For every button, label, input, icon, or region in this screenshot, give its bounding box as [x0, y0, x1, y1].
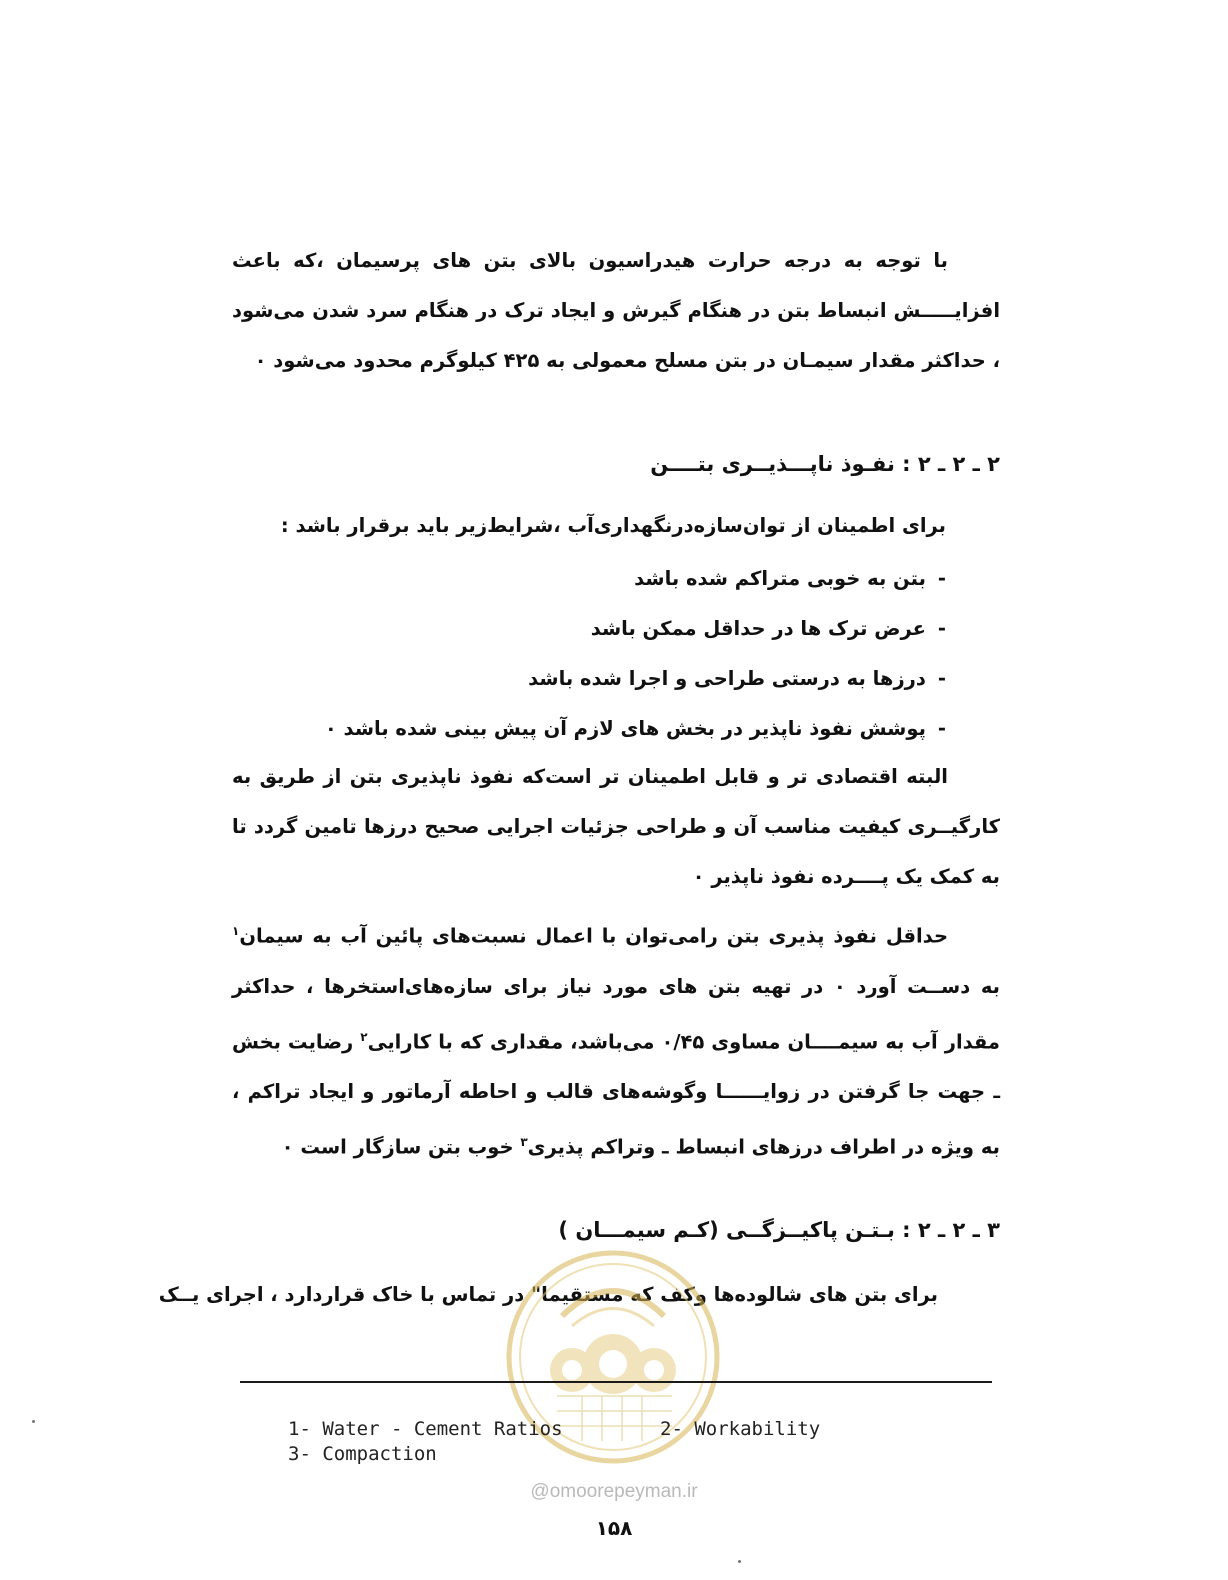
footnote-ref-2: ۲	[360, 1029, 368, 1044]
footnote-ref-1: ۱	[232, 924, 240, 938]
bullet-text: درزها به درستی طراحی و اجرا شده باشد	[528, 667, 926, 690]
bullet-dash: -	[937, 667, 946, 690]
paragraph-foundations: برای بتن های شالوده‌ها وکف که مستقیما" در تماس با خاک قراردارد ، اجرای یــک	[158, 1283, 938, 1306]
bullet-text: بتن به خوبی متراکم شده باشد	[634, 567, 926, 590]
footnote-ref-3: ۳	[520, 1135, 528, 1149]
bullet-dash: -	[937, 717, 946, 740]
footnote-2: 2- Workability	[660, 1418, 821, 1440]
paragraph-text: رضایت بخش ـ جهت جا گرفتن در زوایــــــا وگوشه‌های قالب و احاطه آرماتور و ایجاد تراکم ، به ویژه در اطراف درزهای انبساط ـ وتراکم پذیری	[232, 1030, 1000, 1159]
scan-speck	[738, 1560, 741, 1563]
paragraph-economy: البته اقتصادی تر و قابل اطمینان تر است‌که نفوذ ناپذیری بتن از طریق به کارگیــری کیفیت مناسب آن و طراحی جزئیات اجرایی صحیح درزها تامین گردد تا به کمک یک پــــرده نفوذ ناپذیر ۰	[232, 765, 1000, 888]
paragraph-text: خوب بتن سازگار است ۰	[281, 1135, 521, 1159]
paragraph-hydration: با توجه به درجه حرارت هیدراسیون بالای بتن های پرسیمان ،که باعث افزایـــــش انبساط بتن در هنگام گیرش و ایجاد ترک در هنگام سرد شدن می‌شود ، حداکثر مقدار سیمـان در بتن مسلح معمولی به ۴۲۵ کیلوگرم محدود می‌شود ۰	[232, 249, 1000, 372]
page-number: ۱۵۸	[595, 1516, 633, 1540]
bullet-text: عرض ترک ها در حداقل ممکن باشد	[590, 617, 926, 640]
list-item	[634, 567, 946, 590]
list-item	[528, 667, 946, 690]
section-heading-impermeability: ۲ ـ ۲ ـ ۲ : نفـوذ ناپـــذیــری بتــــن	[650, 452, 1000, 476]
paragraph-text: به دســت آورد ۰ در تهیه بتن های مورد نیاز برای سازه‌های‌استخرها ، حداکثر مقدار آب به سیمــــان مساوی ۰/۴۵ می‌باشد، مقداری که با کارایی	[232, 974, 1001, 1053]
bullet-dash: -	[937, 617, 946, 640]
watermark-site-url: @omoorepeyman.ir	[530, 1481, 698, 1502]
footnote-3: 3- Compaction	[288, 1443, 437, 1465]
paragraph-text: حداقل نفوذ پذیری بتن رامی‌توان با اعمال نسبت‌های پائین آب به سیمان	[239, 924, 948, 948]
list-item	[325, 717, 946, 740]
paragraph-water-cement	[232, 906, 1000, 1173]
list-item	[591, 617, 946, 640]
intro-conditions: برای اطمینان از توان‌سازه‌درنگهداری‌آب ،شرایط‌زیر باید برقرار باشد :	[280, 514, 946, 537]
footnote-divider	[240, 1381, 992, 1383]
scan-speck	[32, 1420, 35, 1423]
footnote-1: 1- Water - Cement Ratios	[288, 1418, 563, 1440]
bullet-text: پوشش نفوذ ناپذیر در بخش های لازم آن پیش بینی شده باشد ۰	[324, 717, 926, 740]
section-heading-lean-concrete: ۳ ـ ۲ ـ ۲ : بـتـن پاکیــزگــی (کـم سیمـــان )	[558, 1218, 1000, 1242]
bullet-dash: -	[937, 567, 946, 590]
